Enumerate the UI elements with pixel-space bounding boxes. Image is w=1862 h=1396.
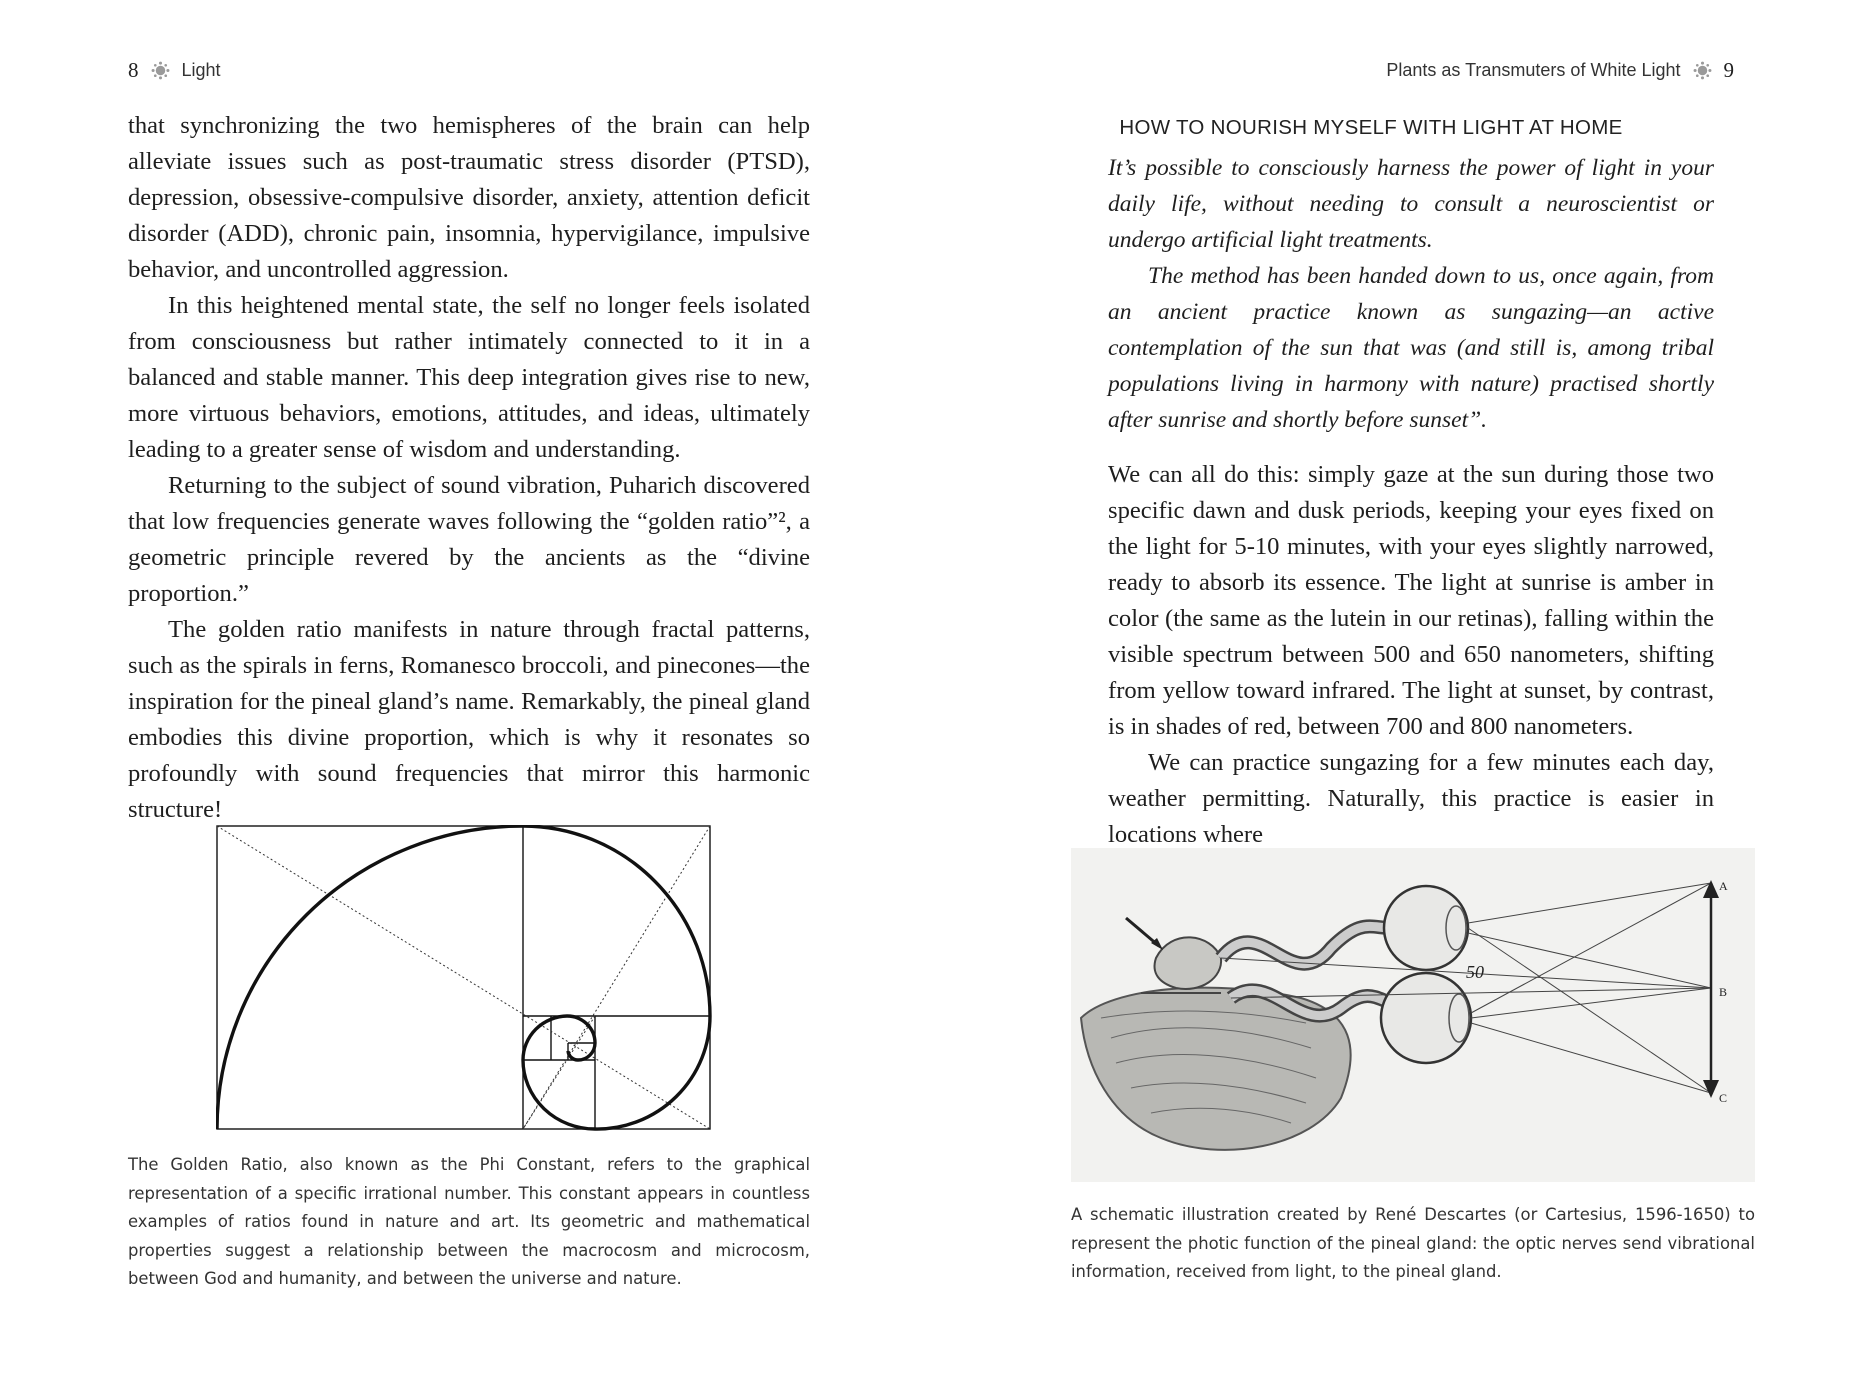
paragraph: The golden ratio manifests in nature through fractal patterns, such as the spirals in ferns, Romanesco broccoli, and pinecones—the inspiration for the pineal gland’s name. Remarkably, the pineal gland embodies this divine proportion, which is why it resonates so profoundly with sound frequencies that mirror this harmonic structure! [128, 616, 810, 823]
section-heading: HOW TO NOURISH MYSELF WITH LIGHT AT HOME [1119, 116, 1623, 139]
figure-caption-golden-ratio: The Golden Ratio, also known as the Phi Constant, refers to the graphical representation of a specific irrational number. This constant appears in countless examples of ratios found in nature and art. Its geometric and mathematical properties suggest a relationship between the macrocosm and microcosm, between God and humanity, and between the universe and nature. [128, 1155, 810, 1288]
page-number: 9 [1723, 58, 1734, 82]
paragraph: Returning to the subject of sound vibration, Puharich discovered that low frequencies generate waves following the “golden ratio”², a geometric principle revered by the ancients as the “divine proportion.” [128, 472, 810, 607]
descartes-pineal-illustration [1071, 848, 1755, 1182]
label-b: B [1719, 985, 1728, 999]
paragraph: We can practice sungazing for a few minutes each day, weather permitting. Naturally, this practice is easier in locations where [1108, 749, 1714, 848]
left-body-text [128, 108, 810, 828]
right-body-text [1108, 457, 1714, 853]
italic-paragraph: The method has been handed down to us, once again, from an ancient practice known as sungazing—an active contemplation of the sun that was (and still is, among tribal populations living in harmony with nature) practised shortly after sunrise and shortly before sunset”. [1108, 263, 1714, 433]
paragraph: that synchronizing the two hemispheres of the brain can help alleviate issues such as post-traumatic stress disorder (PTSD), depression, obsessive-compulsive disorder, anxiety, attention deficit disorder (ADD), chronic pain, insomnia, hypervigilance, impulsive behavior, and uncontrolled aggression. [128, 112, 810, 283]
figure-caption-descartes: A schematic illustration created by René Descartes (or Cartesius, 1596-1650) to represent the photic function of the pineal gland: the optic nerves send vibrational information, received from light, to the pineal gland. [1071, 1205, 1755, 1281]
label-c: C [1719, 1091, 1728, 1105]
sun-icon [151, 61, 170, 80]
italic-sidebar-text [1108, 150, 1714, 438]
running-head-right [1386, 58, 1734, 83]
running-head-title: Plants as Transmuters of White Light [1386, 60, 1681, 80]
right-page [931, 0, 1862, 1396]
label-a: A [1719, 879, 1728, 893]
italic-paragraph: It’s possible to consciously harness the power of light in your daily life, without needing to consult a neuroscientist or undergo artificial light treatments. [1108, 155, 1714, 253]
label-fifty: 50 [1466, 962, 1484, 982]
paragraph: We can all do this: simply gaze at the sun during those two specific dawn and dusk periods, keeping your eyes fixed on the light for 5-10 minutes, with your eyes slightly narrowed, ready to absorb its essence. The light at sunrise is amber in color (the same as the lutein in our retinas), falling within the visible spectrum between 500 and 650 nanometers, shifting from yellow toward infrared. The light at sunset, by contrast, is in shades of red, between 700 and 800 nanometers. [1108, 461, 1714, 740]
golden-ratio-spiral-figure [216, 825, 713, 1131]
running-head-title: Light [181, 60, 221, 80]
running-head-left [128, 58, 221, 83]
sun-icon [1693, 61, 1712, 80]
page-number: 8 [128, 58, 139, 82]
paragraph: In this heightened mental state, the self no longer feels isolated from consciousness but rather intimately connected to it in a balanced and stable manner. This deep integration gives rise to new, more virtuous behaviors, emotions, attitudes, and ideas, ultimately leading to a greater sense of wisdom and understanding. [128, 292, 810, 463]
